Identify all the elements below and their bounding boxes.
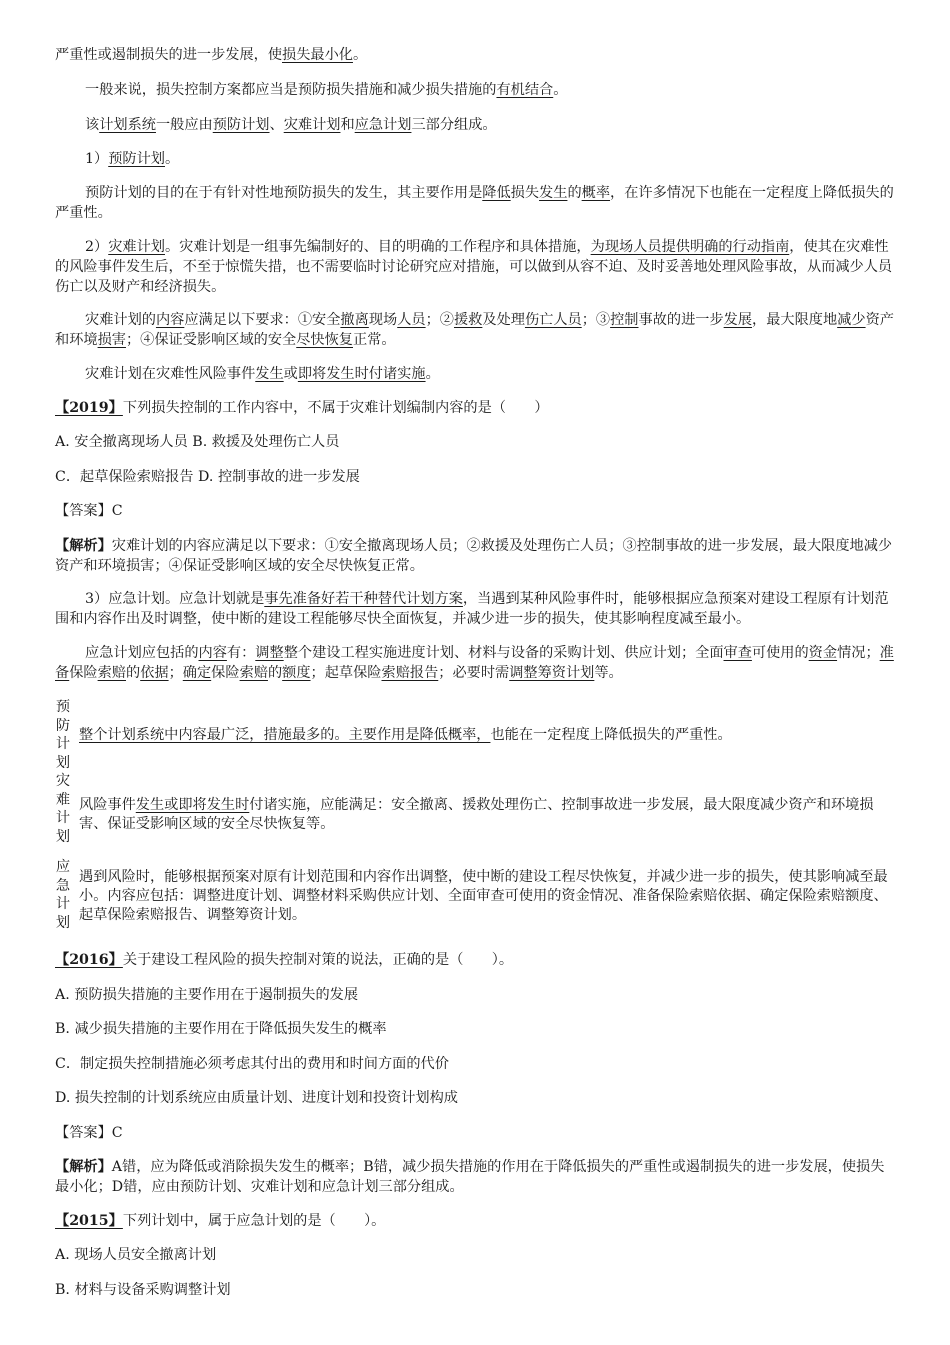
underlined-text: 资金	[808, 645, 838, 661]
text: 遇到风险时，能够根据预案对原有计划范围和内容作出调整，使中断的建设工程尽快恢复，并减少进一步的损失，使其影响减至最小。内容应包括：调整进度计划、调整材料采购供应计划、全面审查可使用的资金情况、准备保险索赔依据、确定保险索赔额度、起草保险索赔报告、调整筹资计划。	[79, 869, 888, 923]
underlined-text: 发生	[539, 185, 568, 201]
question-year: 【2015】	[55, 1213, 123, 1229]
text: 预防计划的目的在于有针对性地预防损失的发生，其主要作用是	[85, 185, 483, 201]
heading-prevention-plan	[55, 149, 897, 169]
underlined-text: 预防计划	[108, 151, 165, 167]
question-2016-answer	[55, 1123, 897, 1143]
answer-label: 【答案】	[55, 503, 112, 519]
underlined-text: 撤离	[340, 312, 369, 328]
question-2019-stem	[55, 398, 897, 418]
underlined-text: 索赔	[97, 665, 126, 681]
text: 的	[125, 665, 141, 681]
question-2016-option-d	[55, 1088, 897, 1108]
underlined-text: 应急计划	[354, 117, 412, 133]
text: 及处理	[482, 312, 525, 328]
text: 一般来说，损失控制方案都应当是预防损失措施和减少损失措施的	[85, 82, 497, 98]
row-text-disaster	[79, 796, 897, 834]
question-2015-option-b	[55, 1280, 897, 1300]
row-label-prevention: 预 防 计 划	[55, 699, 71, 771]
text: 情况；	[837, 645, 880, 661]
underlined-text: 索赔	[239, 665, 268, 681]
text: 该	[85, 117, 100, 133]
question-2019-options-ab	[55, 432, 897, 452]
underlined-text: 有机结合	[496, 82, 554, 98]
text: 灾难计划的	[85, 312, 156, 328]
underlined-text: 灾难计划	[108, 239, 165, 255]
underlined-text: 整个计划系统中内容最广泛，措施最多的。主要作用是降低概率，	[79, 727, 491, 743]
underlined-text: 调整筹资计划	[509, 665, 595, 681]
question-2019-answer	[55, 501, 897, 521]
row-text-emergency	[79, 868, 897, 925]
text: 的	[267, 665, 283, 681]
row-label-emergency: 应 急 计 划	[55, 859, 71, 931]
paragraph-disaster-implementation	[55, 364, 897, 384]
underlined-text: 索赔报告	[381, 665, 439, 681]
paragraph-combination	[55, 80, 897, 100]
underlined-text: 审查	[723, 645, 752, 661]
text: 。	[553, 82, 568, 98]
question-year: 【2016】	[55, 952, 123, 968]
answer-label: 【答案】	[55, 1125, 112, 1141]
text: 付诸实施，应能满足：安全撤离、援救处理伤亡、控制事故进一步发展，最大限度减少资产和环境损害、保证受影响区域的安全尽快恢复等。	[79, 797, 874, 832]
answer-value: C	[111, 503, 123, 519]
text: 和	[340, 117, 355, 133]
text: 正常。	[353, 332, 396, 348]
text: 整个建设工程实施进度计划、材料与设备的采购计划、供应计划；全面	[283, 645, 724, 661]
underlined-text: 发生或即将发生时	[135, 797, 250, 813]
question-2016-option-b	[55, 1019, 897, 1039]
text: ；④保证受影响区域的安全	[125, 332, 297, 348]
option-text: A. 预防损失措施的主要作用在于遏制损失的发展	[55, 987, 359, 1003]
text: 严重性或遏制损失的进一步发展，使	[55, 47, 283, 63]
text: 也能在一定程度上降低损失的严重性。	[490, 727, 732, 743]
text: ，最大限度地	[752, 312, 838, 328]
paragraph-plan-system	[55, 115, 897, 135]
question-2016-option-a	[55, 985, 897, 1005]
option-text: B. 材料与设备采购调整计划	[55, 1282, 231, 1298]
text: ；起草保险	[310, 665, 382, 681]
text: ，在许多情况下也能在一定程度上降低损失的严重性。	[55, 185, 894, 221]
underlined-text: 准备	[55, 645, 894, 681]
question-2016-explanation	[55, 1157, 897, 1197]
paragraph-intro-end	[55, 45, 897, 65]
underlined-text: 计划系统	[99, 117, 156, 133]
underlined-text: 降低	[482, 185, 511, 201]
text: 。	[425, 366, 440, 382]
question-year: 【2019】	[55, 400, 123, 416]
option-text: A. 安全撤离现场人员 B. 救援及处理伤亡人员	[55, 434, 340, 450]
paragraph-emergency-plan	[55, 589, 897, 629]
underlined-text: 减少	[837, 312, 866, 328]
paragraph-disaster-requirements	[55, 310, 897, 350]
text: ；②	[425, 312, 454, 328]
underlined-text: 损失最小化	[282, 47, 353, 63]
text: 应急计划应包括的	[85, 645, 199, 661]
text: 等。	[594, 665, 623, 681]
paragraph-prevention-plan	[55, 183, 897, 223]
text: 。	[352, 47, 368, 63]
option-text: C．制定损失控制措施必须考虑其付出的费用和时间方面的代价	[55, 1056, 449, 1072]
text: 2）	[85, 239, 109, 255]
text: 风险事件	[79, 797, 136, 813]
underlined-text: 即将发生时付诸实施	[297, 366, 426, 382]
underlined-text: 概率	[581, 185, 611, 201]
option-text: D. 损失控制的计划系统应由质量计划、进度计划和投资计划构成	[55, 1090, 458, 1106]
explanation-label: 【解析】	[55, 1159, 112, 1175]
text: 保险	[69, 665, 98, 681]
text: 保险	[211, 665, 240, 681]
text: 灾难计划在灾难性风险事件	[85, 366, 256, 382]
question-2015-option-a	[55, 1245, 897, 1265]
question-2019-options-cd	[55, 467, 897, 487]
underlined-text: 伤亡人员	[524, 312, 582, 328]
text: 一般应由	[155, 117, 213, 133]
underlined-text: 援救	[453, 312, 483, 328]
text: 。	[164, 151, 180, 167]
option-text: A. 现场人员安全撤离计划	[55, 1247, 217, 1263]
text: 三部分组成。	[411, 117, 497, 133]
row-label-disaster: 灾 难 计 划	[55, 773, 71, 845]
text: 、	[269, 117, 284, 133]
underlined-text: 为现场人员提供明确的行动指南	[590, 239, 790, 255]
underlined-text: 尽快恢复	[296, 332, 353, 348]
underlined-text: 预防计划	[212, 117, 270, 133]
question-stem: 关于建设工程风险的损失控制对策的说法，正确的是（ ）。	[122, 952, 514, 968]
question-2016-option-c	[55, 1054, 897, 1074]
explanation-text: 灾难计划的内容应满足以下要求：①安全撤离现场人员；②救援及处理伤亡人员；③控制事故的进一步发展，最大限度地减少资产和环境损害；④保证受影响区域的安全尽快恢复正常。	[55, 538, 893, 574]
text: ；③	[581, 312, 611, 328]
underlined-text: 人员	[397, 312, 426, 328]
text: ，使其在灾难性的风险事件发生后，不至于惊慌失措，也不需要临时讨论研究应对措施，可以做到从容不迫、及时妥善地处理风险事故，从而减少人员伤亡以及财产和经济损失。	[55, 239, 893, 295]
text: 有：	[226, 645, 256, 661]
text: 损失	[510, 185, 540, 201]
plan-summary-table	[55, 698, 897, 936]
underlined-text: 内容	[155, 312, 185, 328]
text: 3）应急计划。应急计划就是	[85, 591, 265, 607]
text: 应满足以下要求：①安全	[184, 312, 341, 328]
underlined-text: 发展	[723, 312, 753, 328]
text: ；	[168, 665, 183, 681]
text: 现场	[368, 312, 398, 328]
underlined-text: 确定	[182, 665, 212, 681]
text: 的	[567, 185, 582, 201]
explanation-label: 【解析】	[55, 538, 112, 554]
underlined-text: 调整	[255, 645, 284, 661]
underlined-text: 控制	[610, 312, 639, 328]
paragraph-disaster-plan	[55, 237, 897, 297]
question-stem: 下列损失控制的工作内容中，不属于灾难计划编制内容的是（ ）	[122, 400, 549, 416]
text: 可使用的	[751, 645, 809, 661]
underlined-text: 损害	[97, 332, 126, 348]
text: 事故的进一步	[638, 312, 724, 328]
text: ，当遇到某种风险事件时，能够根据应急预案对建设工程原有计划范围和内容作出及时调整，使中断的建设工程能够尽快全面恢复，并减少进一步的损失，使其影响程度减至最小。	[55, 591, 889, 627]
underlined-text: 灾难计划	[283, 117, 341, 133]
question-stem: 下列计划中，属于应急计划的是（ ）。	[122, 1213, 386, 1229]
underlined-text: 内容	[198, 645, 227, 661]
text: ；必要时需	[438, 665, 510, 681]
text: 或	[283, 366, 298, 382]
option-text: C．起草保险索赔报告 D. 控制事故的进一步发展	[55, 469, 360, 485]
underlined-text: 额度	[282, 665, 311, 681]
text: 1）	[85, 151, 109, 167]
underlined-text: 发生	[255, 366, 284, 382]
explanation-text: A错，应为降低或消除损失发生的概率；B错，减少损失措施的作用在于降低损失的严重性或遏制损失的进一步发展，使损失最小化；D错，应由预防计划、灾难计划和应急计划三部分组成。	[55, 1159, 885, 1195]
question-2015-stem	[55, 1211, 897, 1231]
text: 资产和环境	[55, 312, 894, 348]
question-2019-explanation	[55, 536, 897, 576]
option-text: B. 减少损失措施的主要作用在于降低损失发生的概率	[55, 1021, 387, 1037]
row-text-prevention	[79, 726, 897, 745]
question-2016-stem	[55, 950, 897, 970]
paragraph-emergency-content	[55, 643, 897, 683]
underlined-text: 事先准备好若干种替代计划方案	[264, 591, 463, 607]
underlined-text: 依据	[140, 665, 169, 681]
answer-value: C	[111, 1125, 123, 1141]
text: 。灾难计划是一组事先编制好的、目的明确的工作程序和具体措施，	[164, 239, 591, 255]
